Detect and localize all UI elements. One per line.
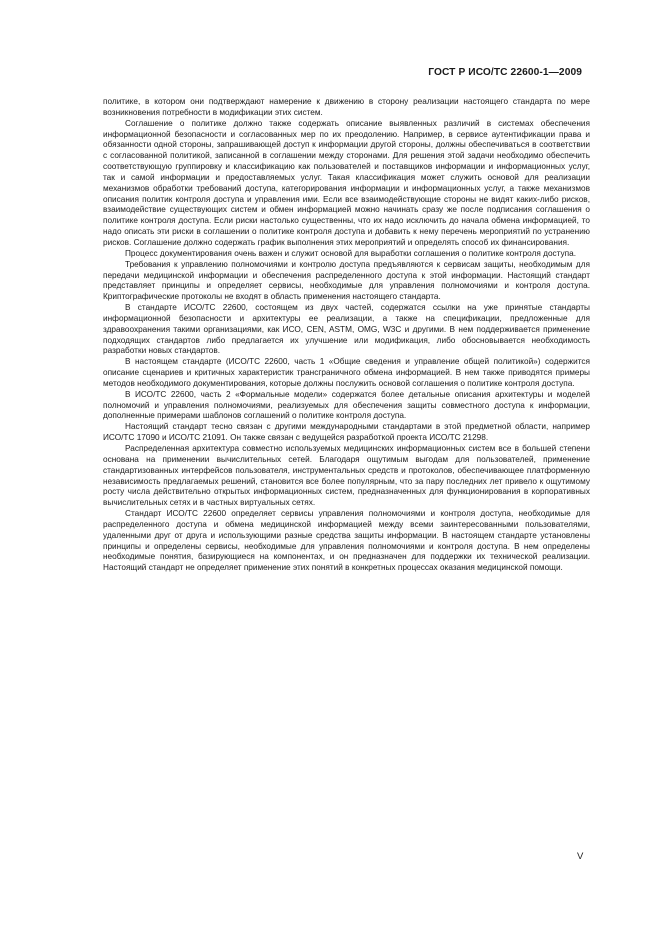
paragraph: Требования к управлению полномочиями и контролю доступа предъявляются к сервисам защиты, необходимым для передачи медицинской информации и обеспечения распределенного доступа к этой информации. Настоящий стандарт представляет принципы и определяет сервисы, необходимые для управления полномочиями и контроля доступа. Криптографические протоколы не входят в область применения настоящего стандарта.	[103, 259, 590, 302]
paragraph: Настоящий стандарт тесно связан с другими международными стандартами в этой предметной области, например ИСО/ТС 17090 и ИСО/ТС 21091. Он также связан с ведущейся разработкой проекта ИСО/ТС 21298.	[103, 422, 590, 443]
paragraph: Процесс документирования очень важен и служит основой для выработки соглашения о политике контроля доступа.	[125, 248, 577, 258]
paragraph: Соглашение о политике должно также содержать описание выявленных различий в системах обеспечения информационной безопасности и согласованных мер по их преодолению. Например, в сервисе аутентификации права и обязанности одной стороны, запрашивающей доступ к информации другой стороны, должны обеспечиваться в соответствии с согласованной политикой, записанной в соглашении между сторонами. Для решения этой задачи необходимо обеспечить соответствующую группировку и классификацию как пользователей и поставщиков информации и информационных услуг, так и самой информации и предоставляемых услуг. Такая классификация может служить основой для реализации механизмов обработки требований доступа, категорирования информации и информационных услуг, а также механизмов описания политик контроля доступа и управления ими. Если все взаимодействующие стороны не видят каких-либо рисков, взаимодействие существующих систем и обмен информацией можно начинать сразу же после подписания соглашения о политике контроля доступа. Если риски настолько существенны, что их надо исключить до начала обмена информацией, то надо описать эти риски в соглашении о политике контроля доступа и добавить к нему перечень мероприятий по устранению рисков. Соглашение должно содержать график выполнения этих мероприятий и определять способ их финансирования.	[103, 118, 590, 247]
paragraph: Стандарт ИСО/ТС 22600 определяет сервисы управления полномочиями и контроля доступа, необходимые для распределенного доступа и обмена медицинской информацией между всеми заинтересованными пользователями, удаленными друг от друга и использующими разные средства защиты информации. В настоящем стандарте установлены принципы и определены сервисы, необходимые для управления полномочиями и контроля доступа. В нем определены необходимые понятия, базирующиеся на компонентах, и он предназначен для поддержки их технической реализации. Настоящий стандарт не определяет применение этих понятий в конкретных процессах оказания медицинской помощи.	[103, 509, 590, 573]
paragraph: В ИСО/ТС 22600, часть 2 «Формальные модели» содержатся более детальные описания архитектуры и моделей полномочий и управления полномочиями, реализуемых для обеспечения защиты совместного доступа к информации, дополненные примерами шаблонов соглашений о политике контроля доступа.	[103, 389, 590, 421]
document-body	[103, 97, 590, 574]
paragraph: политике, в котором они подтверждают намерение к движению в сторону реализации настоящего стандарта по мере возникновения потребности в модификации этих систем.	[103, 97, 590, 117]
paragraph: Распределенная архитектура совместно используемых медицинских информационных систем все в большей степени основана на применении вычислительных сетей. Благодаря ощутимым выгодам для пользователей, применение стандартизованных интерфейсов пользователя, инструментальных средств и протоколов, обеспечивающее платформенную независимость предлагаемых решений, становится все более популярным, что за пару последних лет привело к ощутимому росту числа действительно открытых информационных систем, предназначенных для функционирования в корпоративных вычислительных сетях и в частных виртуальных сетях.	[103, 444, 590, 508]
document-header: ГОСТ Р ИСО/ТС 22600-1—2009	[428, 67, 582, 78]
paragraph: В настоящем стандарте (ИСО/ТС 22600, часть 1 «Общие сведения и управление общей политикой») содержится описание сценариев и критичных характеристик трансграничного обмена информацией. В нем также приводятся примеры методов необходимого документирования, которые должны послужить основой соглашения о политике контроля доступа.	[103, 357, 590, 388]
paragraph: В стандарте ИСО/ТС 22600, состоящем из двух частей, содержатся ссылки на уже принятые стандарты информационной безопасности и архитектуры ее реализации, а также на спецификации, предложенные для здравоохранения такими организациями, как ИСО, CEN, ASTM, OMG, W3C и другими. В нем поддерживается применение подходящих стандартов либо предлагается их улучшение или модификация, либо обосновывается необходимость разработки новых стандартов.	[103, 303, 590, 356]
page-number: V	[577, 851, 584, 862]
